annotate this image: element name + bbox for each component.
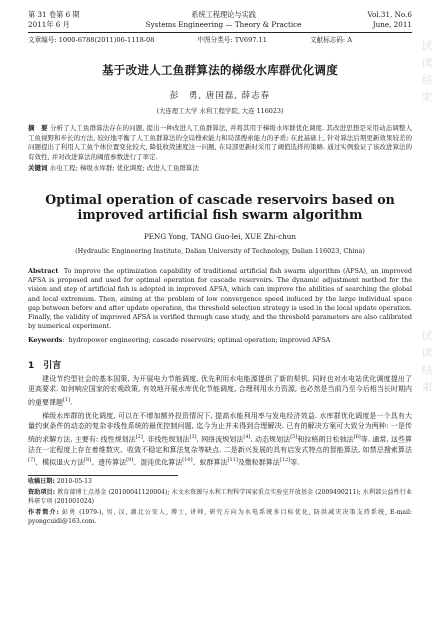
chinese-title: 基于改进人工鱼群算法的梯级水库群优化调度 <box>102 63 338 77</box>
header-center <box>146 10 302 30</box>
chinese-affiliation: (大连理工大学 水利工程学院, 大连 116023) <box>156 107 284 115</box>
citation-ref: [5] <box>290 433 298 440</box>
citation-ref: [12] <box>279 457 291 464</box>
journal-name-cn: 系统工程理论与实践 <box>191 10 256 19</box>
volume-number-en: Vol.31, No.6 <box>367 10 412 19</box>
english-abstract <box>28 267 412 331</box>
english-keywords-text: hydropower engineering; cascade reservoirs; optimal operation; improved AFSA <box>68 336 331 345</box>
chinese-abstract-text: 分析了人工鱼群算法存在的问题, 提出一种改进人工鱼群算法, 并将其用于梯级水库群优化调度. 其改进思想是采用动态调整人工鱼视野和步长的方法, 较好地平衡了人工鱼群算法的全局搜索能力和局部搜索能力的矛盾; 在此基础上, 针对算法后期更新效果较差的问题提出了利用人工鱼个体位置变化较大, 降低收敛速度这一问题, 在局部更新时采用了阈值选择的策略. 通过实例验证了该改进算法的有效性, 并对改进算法的阈值参数进行了率定. <box>28 124 412 161</box>
document-code: 文献标志码: A <box>309 36 352 44</box>
footnote-fund <box>28 489 412 507</box>
citation-ref: [9] <box>126 457 134 464</box>
citation-ref: [11] <box>227 457 238 464</box>
running-header <box>28 10 412 30</box>
journal-name-en: Systems Engineering — Theory & Practice <box>145 20 302 29</box>
citation-ref: [6] <box>353 433 361 440</box>
issue-date-cn: 2011年 6 月 <box>28 20 70 29</box>
footnote-received <box>28 478 412 487</box>
intro-p2-text: 、模拟退火方法 <box>35 458 85 467</box>
citation-ref: [2] <box>135 433 143 440</box>
intro-p2-text: 梯级水库群的优化调度, 可以在不增加额外投资情况下, 提高水能利用率与发电经济效益. 水库群优化调度是一个具有大量约束条件的动态的复杂非线性系统的最优控制问题, 迄今为止并未得到合理解决. 已有的解决方案可大致分为两种: 一是传统的求解方法, 主要有: 线性规划法 <box>28 411 412 444</box>
article-number: 文章编号: 1000-6788(2011)06-1118-08 <box>28 36 155 44</box>
issue-date-en: June, 2011 <box>372 20 412 29</box>
section-heading-introduction: 1 引言 <box>28 360 62 371</box>
intro-p2-text: 和拉格朗日松弛法 <box>297 435 354 444</box>
intro-paragraph-1: 建设节约型社会的基本国策, 为开展电力节能调度, 优先利用水电能源提供了新的契机. 同时也对水电站优化调度提出了更高要求. 如何响应国家的宏观政策, 有效地开展水库优化节能调度, 合理利用水力资源, 也必然是当前乃至今后相当长时期内的重要课题[1]. <box>28 374 412 407</box>
chinese-keywords-label: 关键词 <box>28 164 48 173</box>
intro-p2-text: 、混沌优化算法 <box>133 458 183 467</box>
english-abstract-text: To improve the optimization capability of traditional artificial fish swarm algorithm (AFSA), an improved AFSA is proposed and used for optimal operation for cascade reservoirs. The dynamic adjustment method for the vision and step of artificial fish is adopted in improved AFSA, which can improve the abilities of searching the global and local extremum. Then, aiming at the problem of low convergence speed induced by the large individual space gap between before and after update operation, the threshold selection strategy is used in the local update operation. Finally, the validity of improved AFSA is verified through case study, and the threshold parameters are also calibrated by numerical experiment. <box>28 266 412 331</box>
intro-p2-text: 、蚁群算法 <box>192 458 228 467</box>
footnote-label: 资助项目: <box>28 489 56 497</box>
intro-paragraph-2 <box>28 411 412 469</box>
intro-p2-text: 等. <box>290 458 300 467</box>
citation-ref: [8] <box>84 457 92 464</box>
intro-p2-text: , 非线性规划法 <box>142 435 190 444</box>
fund-text: 教育部博士点基金 (20100041120004); 水文水资源与水利工程科学国家重点实验室开放基金 (2009490211); 水利部公益性行业科研专项 (201001024) <box>28 489 413 505</box>
citation-ref: [10] <box>182 457 193 464</box>
footnote-author <box>28 509 412 527</box>
chinese-authors: 彭 勇, 唐国磊, 薛志春 <box>169 91 271 101</box>
header-left <box>28 10 80 30</box>
english-abstract-label: Abstract <box>28 266 59 275</box>
header-right <box>367 10 412 30</box>
english-keywords: Keywords: hydropower engineering; cascade reservoirs; optimal operation; improved AFSA <box>28 336 331 345</box>
citation-ref: [1] <box>63 396 71 403</box>
english-authors: PENG Yong, TANG Guo-lei, XUE Zhi-chun <box>143 231 297 241</box>
volume-issue: 第 31 卷第 6 期 <box>28 10 80 19</box>
article-meta <box>28 36 412 45</box>
chinese-keywords <box>28 164 412 174</box>
footnote-rule <box>28 475 178 476</box>
watermark-top: 试读结束 <box>420 40 433 108</box>
intro-p2-text: 、遗传算法 <box>91 458 127 467</box>
author-bio: 彭勇 (1979-), 男, 汉, 湖北公安人, 博士, 讲师, 研究方向为水电系统多目标优化, 防洪减灾决策支持系统, E-mail: pyongcuidi@163.com. <box>28 508 413 525</box>
english-keywords-label: Keywords <box>28 336 63 345</box>
english-title: Optimal operation of cascade reservoirs based on improved artificial fish swarm algorithm <box>45 191 395 222</box>
intro-p1-text: 建设节约型社会的基本国策, 为开展电力节能调度, 优先利用水电能源提供了新的契机. 同时也对水电站优化调度提出了更高要求. 如何响应国家的宏观政策, 有效地开展水库优化节能调度, 合理利用水力资源, 也必然是当前乃至今后相当长时期内的重要课题 <box>28 374 412 407</box>
clc-number: 中图分类号: TV697.11 <box>197 36 267 44</box>
watermark-bottom: 试读结束 <box>420 330 433 398</box>
citation-ref: [4] <box>243 433 251 440</box>
chinese-abstract <box>28 124 412 162</box>
chinese-abstract-label: 摘 要 <box>28 124 48 132</box>
footnote-label: 收稿日期: <box>28 478 55 486</box>
intro-p2-text: , 网络流规划法 <box>196 435 244 444</box>
english-affiliation: (Hydraulic Engineering Institute, Dalian University of Technology, Dalian 116023, China) <box>75 246 365 255</box>
received-date: 2010-05-13 <box>56 478 92 486</box>
chinese-keywords-text: 水电工程; 梯级水库群; 优化调度; 改进人工鱼群算法 <box>49 164 199 173</box>
header-rule <box>28 32 412 33</box>
intro-p2-text: , 动态规划法 <box>250 435 291 444</box>
footnote-label: 作者简介: <box>28 508 59 516</box>
citation-ref: [7] <box>28 457 36 464</box>
citation-ref: [3] <box>189 433 197 440</box>
intro-p2-text: 等. 通常, 这些算法在一定程度上存在着维数灾、收敛不稳定和算法复杂等缺点. 二是新兴发展的具有启发式特点的智能算法, 如禁忌搜索算法 <box>28 435 413 454</box>
intro-p2-text: 及微粒群算法 <box>237 458 280 467</box>
